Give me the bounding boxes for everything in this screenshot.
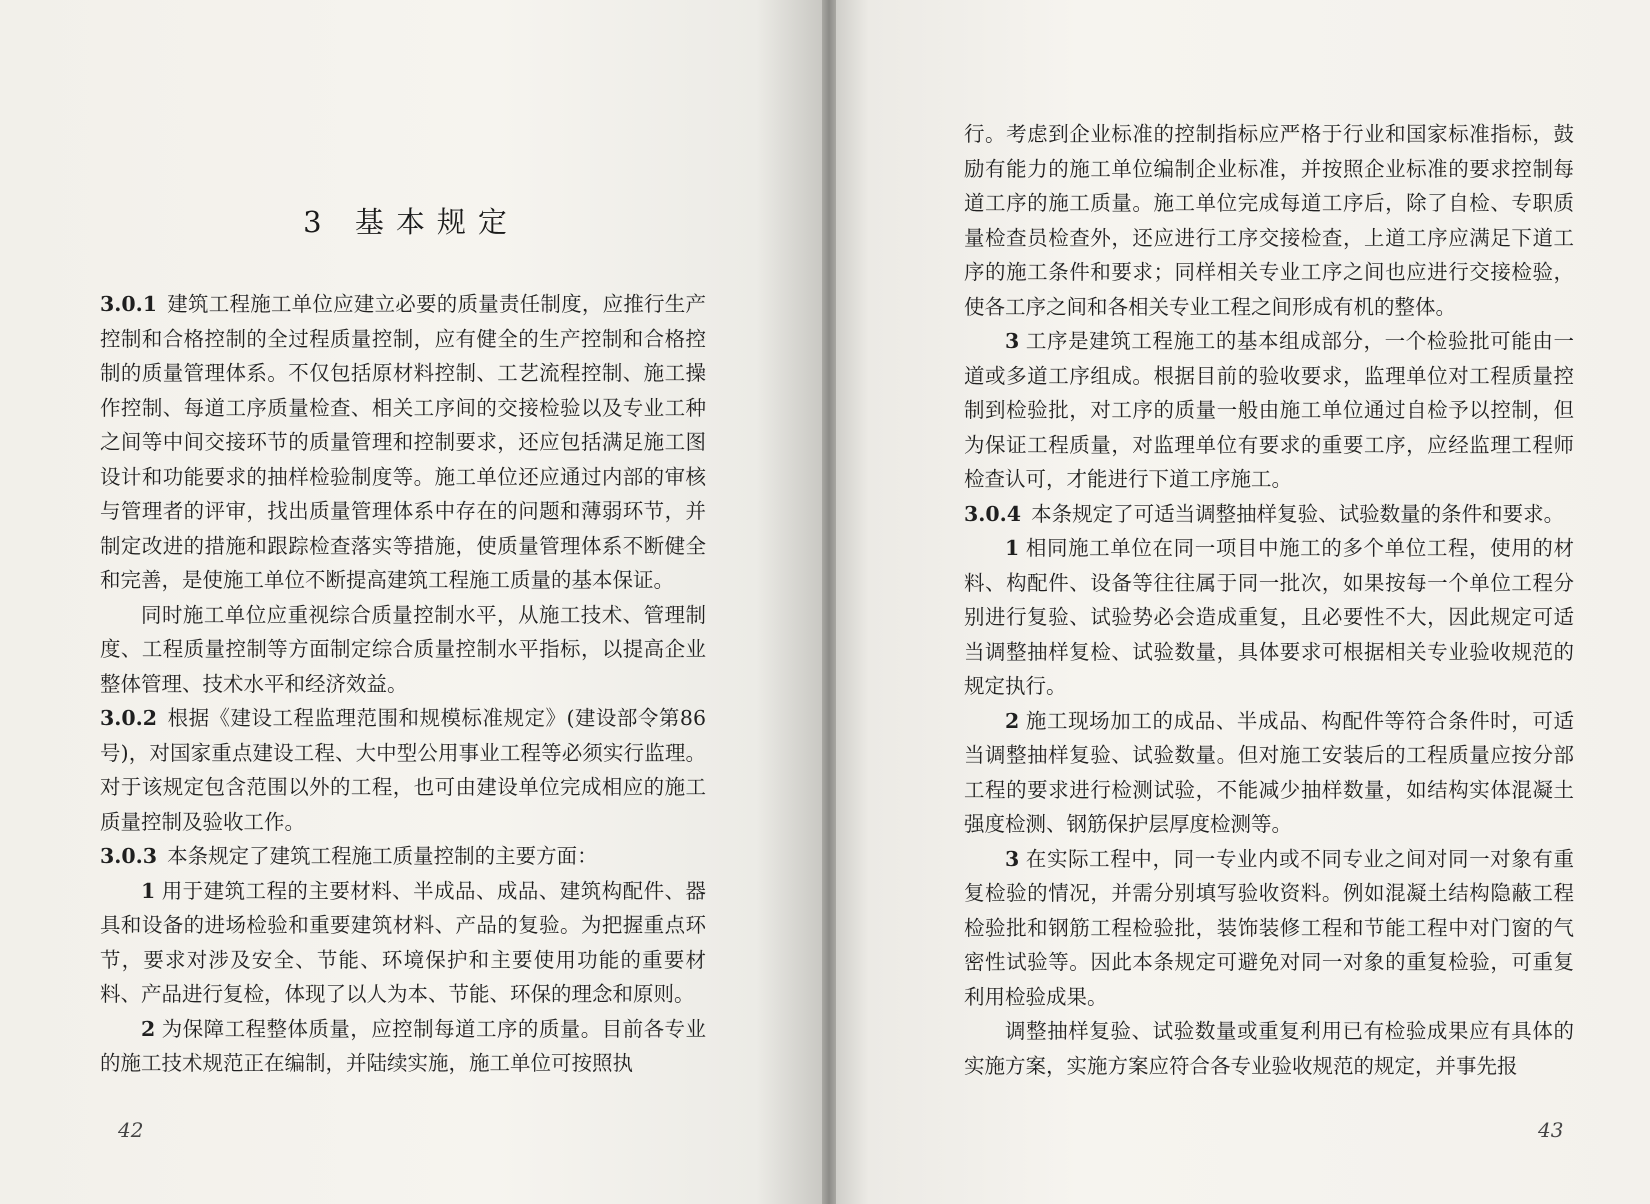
continued-paragraph: [964, 117, 1574, 324]
item-text: 工序是建筑工程施工的基本组成部分，一个检验批可能由一道或多道工序组成。根据目前的验收要求，监理单位对工程质量控制到检验批，对工序的质量一般由施工单位通过自检予以控制，但为保证工程质量，对监理单位有要求的重要工序，应经监理工程师检查认可，才能进行下道工序施工。: [964, 329, 1574, 491]
clause-text: 本条规定了建筑工程施工质量控制的主要方面：: [167, 844, 598, 868]
item-text: 在实际工程中，同一专业内或不同专业之间对同一对象有重复检验的情况，并需分别填写验收资料。例如混凝土结构隐蔽工程检验批和钢筋工程检验批，装饰装修工程和节能工程中对门窗的气密性试验等。因此本条规定可避免对同一对象的重复检验，可重复利用检验成果。: [964, 846, 1574, 1009]
item-number: 1: [141, 878, 156, 903]
paragraph: [100, 598, 706, 702]
paragraph-text: 行。考虑到企业标准的控制指标应严格于行业和国家标准指标，鼓励有能力的施工单位编制企业标准，并按照企业标准的要求控制每道工序的施工质量。施工单位完成每道工序后，除了自检、专职质量检查员检查外，还应进行工序交接检查，上道工序应满足下道工序的施工条件和要求；同样相关专业工序之间也应进行交接检验，使各工序之间和各相关专业工程之间形成有机的整体。: [964, 122, 1574, 319]
list-item: [100, 874, 706, 1012]
item-text: 相同施工单位在同一项目中施工的多个单位工程，使用的材料、构配件、设备等往往属于同一批次，如果按每一个单位工程分别进行复验、试验势必会造成重复，且必要性不大，因此规定可适当调整抽样复检、试验数量，具体要求可根据相关专业验收规范的规定执行。: [964, 536, 1574, 698]
item-text: 施工现场加工的成品、半成品、构配件等符合条件时，可适当调整抽样复验、试验数量。但对施工安装后的工程质量应按分部工程的要求进行检测试验，不能减少抽样数量，如结构实体混凝土强度检测、钢筋保护层厚度检测等。: [964, 708, 1574, 836]
item-number: 3: [1005, 329, 1020, 353]
item-number: 1: [1005, 536, 1020, 560]
clause-text: 建筑工程施工单位应建立必要的质量责任制度，应推行生产控制和合格控制的全过程质量控制，应有健全的生产控制和合格控制的质量管理体系。不仅包括原材料控制、工艺流程控制、施工操作控制、每道工序质量检查、相关工序间的交接检验以及专业工种之间等中间交接环节的质量管理和控制要求，还应包括满足施工图设计和功能要求的抽样检验制度等。施工单位还应通过内部的审核与管理者的评审，找出质量管理体系中存在的问题和薄弱环节，并制定改进的措施和跟踪检查落实等措施，使质量管理体系不断健全和完善，是使施工单位不断提高建筑工程施工质量的基本保证。: [100, 292, 706, 592]
list-item: [964, 324, 1574, 497]
clause-3-0-2: [100, 701, 706, 839]
left-page: [0, 0, 822, 1204]
list-item: [964, 531, 1574, 704]
clause-text: 根据《建设工程监理范围和规模标准规定》(建设部令第86号)，对国家重点建设工程、大中型公用事业工程等必须实行监理。对于该规定包含范围以外的工程，也可由建设单位完成相应的施工质量控制及验收工作。: [100, 706, 706, 834]
clause-text: 本条规定了可适当调整抽样复验、试验数量的条件和要求。: [1031, 501, 1565, 526]
clause-number: 3.0.2: [100, 706, 158, 730]
clause-3-0-4: [964, 497, 1574, 532]
book-gutter: [822, 0, 836, 1204]
item-number: 3: [1005, 846, 1020, 871]
chapter-title: 3 基本规定: [303, 205, 519, 239]
clause-number: 3.0.3: [100, 844, 158, 868]
list-item: [964, 704, 1574, 842]
paragraph: [964, 1014, 1574, 1083]
item-number: 2: [141, 1016, 156, 1041]
clause-number: 3.0.1: [100, 292, 158, 316]
left-text-column: [100, 287, 706, 1081]
clause-number: 3.0.4: [964, 501, 1022, 526]
paragraph-text: 同时施工单位应重视综合质量控制水平，从施工技术、管理制度、工程质量控制等方面制定综合质量控制水平指标，以提高企业整体管理、技术水平和经济效益。: [100, 602, 706, 696]
item-text: 用于建筑工程的主要材料、半成品、成品、建筑构配件、器具和设备的进场检验和重要建筑材料、产品的复验。为把握重点环节，要求对涉及安全、节能、环境保护和主要使用功能的重要材料、产品进行复检，体现了以人为本、节能、环保的理念和原则。: [100, 878, 706, 1006]
item-number: 2: [1005, 708, 1020, 733]
item-text: 为保障工程整体质量，应控制每道工序的质量。目前各专业的施工技术规范正在编制，并陆续实施，施工单位可按照执: [100, 1016, 706, 1075]
paragraph-text: 调整抽样复验、试验数量或重复利用已有检验成果应有具体的实施方案，实施方案应符合各专业验收规范的规定，并事先报: [964, 1019, 1574, 1078]
clause-3-0-3: [100, 839, 706, 874]
list-item: [964, 842, 1574, 1015]
page-number: 43: [1538, 1118, 1564, 1142]
clause-3-0-1: [100, 287, 706, 598]
right-text-column: [964, 117, 1574, 1083]
page-number: 42: [118, 1118, 144, 1142]
list-item: [100, 1012, 706, 1081]
right-page: [836, 0, 1650, 1204]
